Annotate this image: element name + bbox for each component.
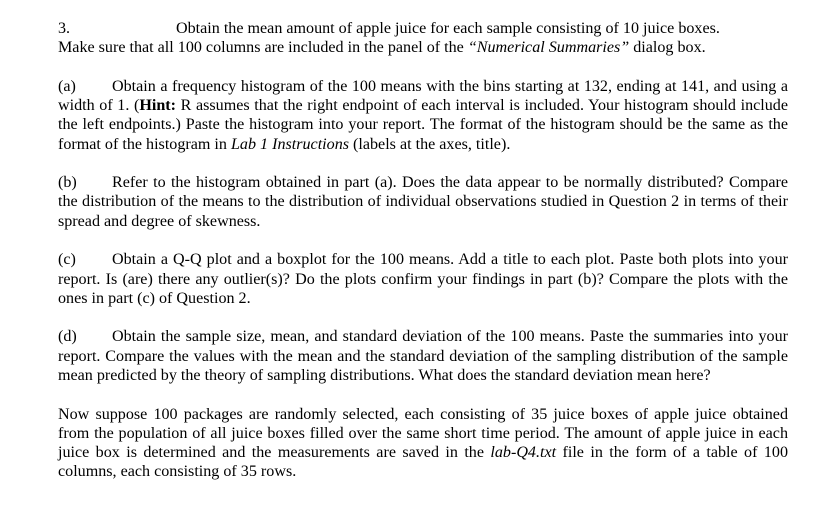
question-number: 3. <box>58 20 71 37</box>
part-a-text3: (labels at the axes, title). <box>349 135 511 153</box>
closing-filename: lab-Q4.txt <box>490 443 557 461</box>
closing-text2: file in the form of a table of 100 columns, each consisting of 35 rows. <box>58 443 788 481</box>
closing-paragraph <box>58 405 788 482</box>
part-c <box>58 250 788 308</box>
part-a-hint: Hint: <box>139 97 177 115</box>
part-d-label: (d) <box>58 328 77 346</box>
question-line2-pre: Make sure that all 100 columns are included in the panel of the <box>58 39 468 57</box>
part-b-text: Refer to the histogram obtained in part (a). Does the data appear to be normally distributed? Compare the distribution of the means to the distribution of individual observations studied in Question 2 in terms of their spread and degree of skewness. <box>58 174 788 230</box>
part-a-label: (a) <box>58 77 76 95</box>
part-c-text: Obtain a Q-Q plot and a boxplot for the 100 means. Add a title to each plot. Paste both plots into your report. Is (are) there any outlier(s)? Do the plots confirm your findings in part (b)? Compare the plots with the ones in part (c) of Question 2. <box>58 251 788 307</box>
question-line1: Obtain the mean amount of apple juice for each sample consisting of 10 juice boxes. <box>176 20 720 37</box>
part-a-text2: R assumes that the right endpoint of each interval is included. Your histogram should include the left endpoints.) Paste the histogram into your report. The format of the histogram should be the same as the format of the histogram in <box>58 97 788 153</box>
dialog-name: “Numerical Summaries” <box>467 39 630 57</box>
part-d-text: Obtain the sample size, mean, and standard deviation of the 100 means. Paste the summaries into your report. Compare the values with the mean and the standard deviation of the sampling distribution of the sample mean predicted by the theory of sampling distributions. What does the standard deviation mean here? <box>58 328 788 384</box>
part-a-text1: Obtain a frequency histogram of the 100 means with the bins starting at 132, ending at 141, and using a width of 1. ( <box>58 77 788 115</box>
part-b-label: (b) <box>58 174 77 192</box>
part-a-ref: Lab 1 Instructions <box>230 135 350 153</box>
part-d <box>58 327 788 385</box>
question-line2-post: dialog box. <box>629 39 706 57</box>
closing-text1: Now suppose 100 packages are randomly selected, each consisting of 35 juice boxes of apple juice obtained from the population of all juice boxes filled over the same short time period. The amount of apple juice in each juice box is determined and the measurements are saved in the <box>58 405 788 461</box>
document-body <box>58 19 788 481</box>
part-b <box>58 173 788 231</box>
question-intro <box>58 19 788 57</box>
part-a <box>58 77 788 154</box>
part-c-label: (c) <box>58 251 76 269</box>
